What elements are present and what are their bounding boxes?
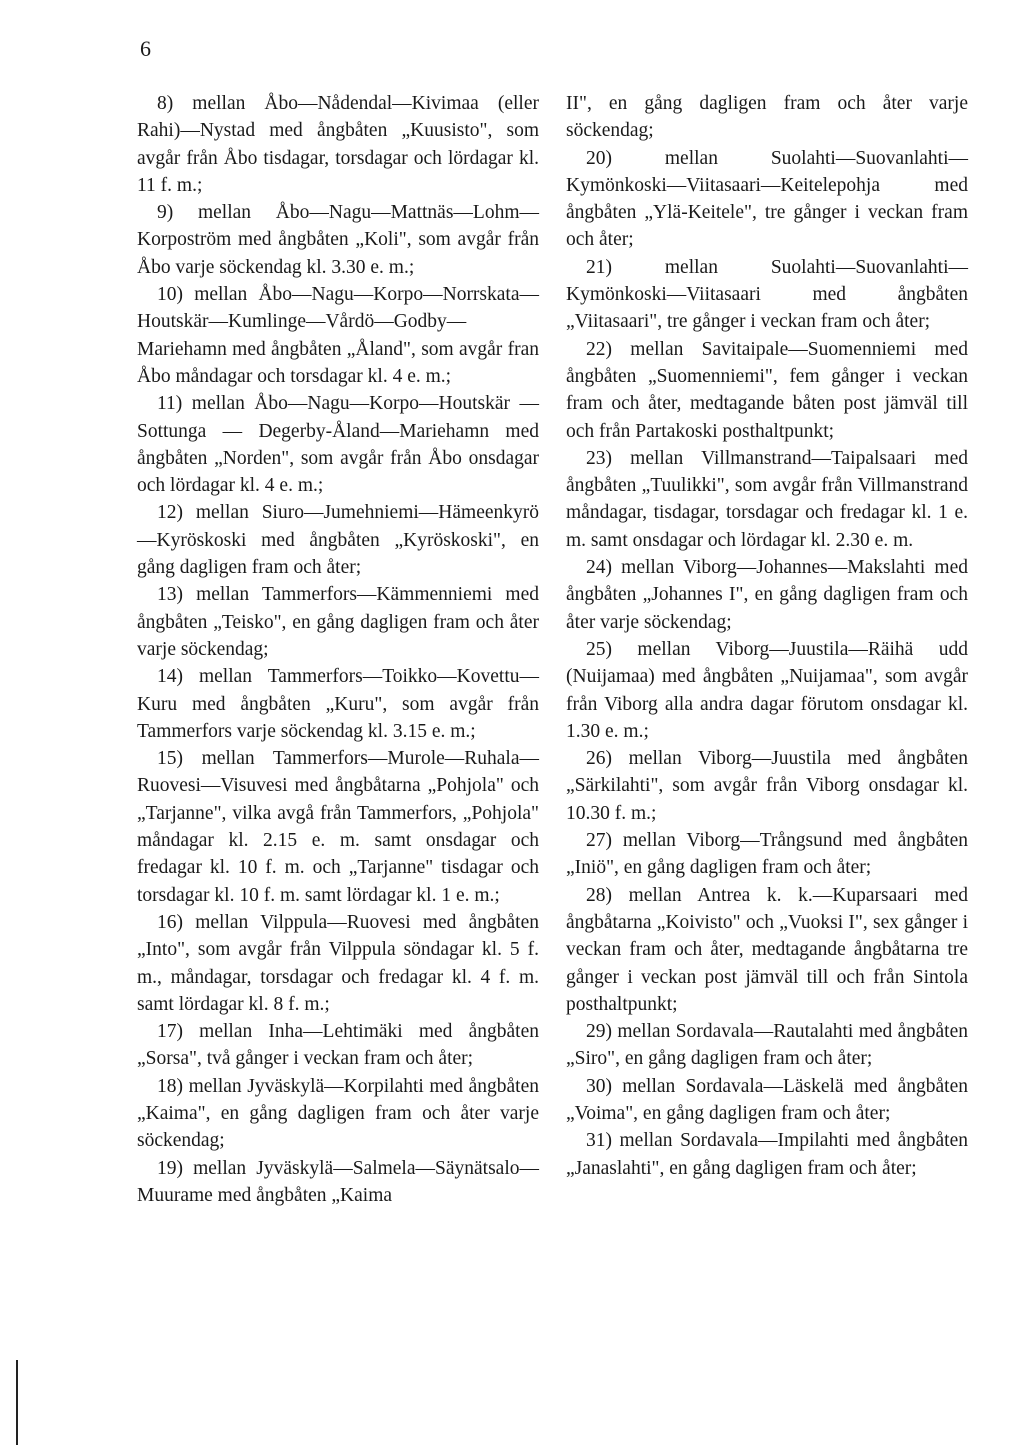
route-entry-13: 13) mellan Tammerfors—Kämmenniemi med ångbåten „Teisko", en gång dagligen fram och åter varje söckendag; [137, 584, 539, 660]
page-number: 6 [140, 36, 151, 61]
route-entry-31: 31) mellan Sordavala—Impilahti med ångbåten „Janaslahti", en gång dagligen fram och åter; [566, 1130, 968, 1179]
route-entry-10: 10) mellan Åbo—Nagu—Korpo—Norrskata—Houtskär—Kumlinge—Vårdö—Godby—Mariehamn med ångbåten „Åland", som avgår fran Åbo måndagar och torsdagar kl. 4 e. m.; [137, 284, 539, 387]
route-entry-19: 19) mellan Jyväskylä—Salmela—Säynätsalo—Muurame med ångbåten „Kaima [137, 1157, 539, 1206]
margin-rule [16, 1360, 18, 1445]
route-entry-9: 9) mellan Åbo—Nagu—Mattnäs—Lohm—Korpoström med ångbåten „Koli", som avgår från Åbo varje söckendag kl. 3.30 e. m.; [137, 202, 539, 278]
route-entry-27: 27) mellan Viborg—Trångsund med ångbåten „Iniö", en gång dagligen fram och åter; [566, 830, 968, 879]
route-entry-19-continued: II", en gång dagligen fram och åter varje söckendag; [566, 93, 968, 142]
route-entry-16: 16) mellan Vilppula—Ruovesi med ångbåten „Into", som avgår från Vilppula söndagar kl. 5 f. m., måndagar, torsdagar och fredagar kl. 4 f. m. samt lördagar kl. 8 f. m.; [137, 911, 539, 1015]
route-entry-15: 15) mellan Tammerfors—Murole—Ruhala—Ruovesi—Visuvesi med ångbåtarna „Pohjola" och „Tarjanne", vilka avgå från Tammerfors, „Pohjola" måndagar kl. 2.15 e. m. samt onsdagar och fredagar kl. 10 f. m. och „Tarjanne" tisdagar och torsdagar kl. 10 f. m. samt lördagar kl. 1 e. m.; [137, 748, 539, 906]
route-entry-22: 22) mellan Savitaipale—Suomenniemi med ångbåten „Suomenniemi", fem gånger i veckan fram och åter, medtagande båten post jämväl till och från Partakoski posthaltpunkt; [566, 338, 968, 442]
right-column [566, 90, 968, 1182]
route-entry-20: 20) mellan Suolahti—Suovanlahti—Kymönkoski—Viitasaari—Keitelepohja med ångbåten „Ylä-Keitele", tre gånger i veckan fram och åter; [566, 147, 968, 251]
route-entry-12: 12) mellan Siuro—Jumehniemi—Hämeenkyrö—Kyröskoski med ångbåten „Kyröskoski", en gång dagligen fram och åter; [137, 502, 539, 579]
left-column [137, 90, 539, 1209]
route-entry-8: 8) mellan Åbo—Nådendal—Kivimaa (eller Rahi)—Nystad med ångbåten „Kuusisto", som avgår från Åbo tisdagar, torsdagar och lördagar kl. 11 f. m.; [137, 93, 539, 196]
route-entry-17: 17) mellan Inha—Lehtimäki med ångbåten „Sorsa", två gånger i veckan fram och åter; [137, 1021, 539, 1070]
route-entry-11: 11) mellan Åbo—Nagu—Korpo—Houtskär — Sottunga — Degerby-Åland—Mariehamn med ångbåten „Norden", som avgår från Åbo onsdagar och lördagar kl. 4 e. m.; [137, 393, 539, 497]
route-entry-29: 29) mellan Sordavala—Rautalahti med ångbåten „Siro", en gång dagligen fram och åter; [566, 1021, 968, 1070]
route-entry-26: 26) mellan Viborg—Juustila med ångbåten „Särkilahti", som avgår från Viborg onsdagar kl. 10.30 f. m.; [566, 748, 968, 824]
route-entry-14: 14) mellan Tammerfors—Toikko—Kovettu—Kuru med ångbåten „Kuru", som avgår från Tammerfors varje söckendag kl. 3.15 e. m.; [137, 666, 539, 742]
route-entry-25: 25) mellan Viborg—Juustila—Räihä udd (Nuijamaa) med ångbåten „Nuijamaa", som avgår från Viborg alla andra dagar förutom onsdagar kl. 1.30 e. m.; [566, 638, 968, 742]
route-entry-23: 23) mellan Villmanstrand—Taipalsaari med ångbåten „Tuulikki", som avgår från Villmanstrand måndagar, tisdagar, torsdagar och fredagar kl. 1 e. m. samt onsdagar och lördagar kl. 2.30 e. m. [566, 447, 968, 551]
route-entry-24: 24) mellan Viborg—Johannes—Makslahti med ångbåten „Johannes I", en gång dagligen fram och åter varje söckendag; [566, 557, 968, 633]
route-entry-21: 21) mellan Suolahti—Suovanlahti—Kymönkoski—Viitasaari med ångbåten „Viitasaari", tre gånger i veckan fram och åter; [566, 256, 968, 333]
route-entry-28: 28) mellan Antrea k. k.—Kuparsaari med ångbåtarna „Koivisto" och „Vuoksi I", sex gånger i veckan fram och åter, medtagande ångbåtarna tre gånger i veckan post jämväl till och från Sintola posthaltpunkt; [566, 884, 968, 1015]
route-entry-18: 18) mellan Jyväskylä—Korpilahti med ångbåten „Kaima", en gång dagligen fram och åter varje söckendag; [137, 1075, 539, 1152]
route-entry-30: 30) mellan Sordavala—Läskelä med ångbåten „Voima", en gång dagligen fram och åter; [566, 1075, 968, 1124]
